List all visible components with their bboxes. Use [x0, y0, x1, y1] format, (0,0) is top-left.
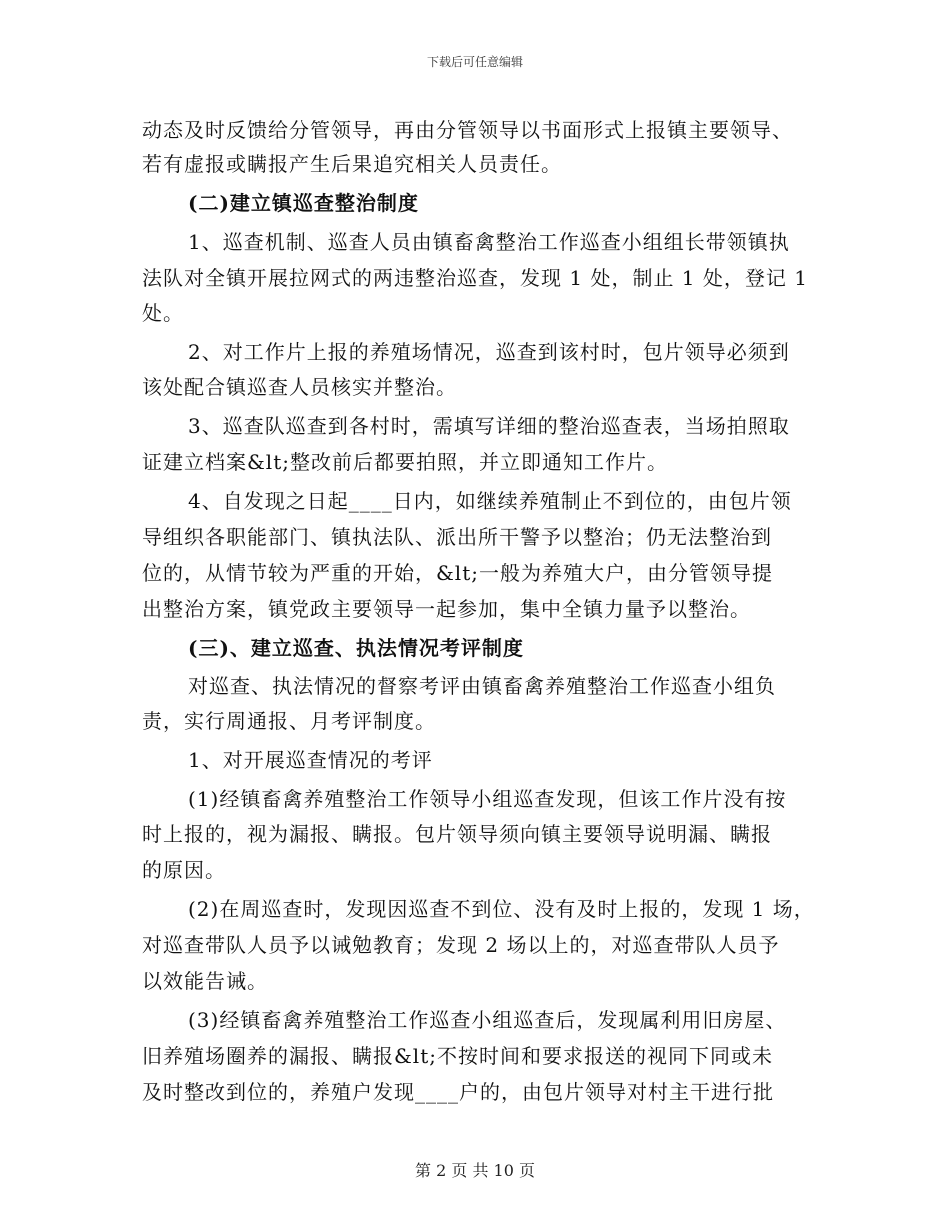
paragraph-line: 法队对全镇开展拉网式的两违整治巡查，发现 1 处，制止 1 处，登记 1: [142, 266, 808, 290]
paragraph-line: 若有虚报或瞒报产生后果追究相关人员责任。: [142, 152, 562, 176]
paragraph-line: 出整治方案，镇党政主要领导一起参加，集中全镇力量予以整治。: [142, 597, 751, 621]
page-footer: 第 2 页 共 10 页: [415, 1161, 535, 1180]
paragraph-line: (3)经镇畜禽养殖整治工作巡查小组巡查后，发现属利用旧房屋、: [188, 1008, 787, 1032]
paragraph-line: 1、巡查机制、巡查人员由镇畜禽整治工作巡查小组组长带领镇执: [188, 230, 790, 254]
paragraph-line: 该处配合镇巡查人员核实并整治。: [142, 375, 457, 399]
header-note: 下载后可任意编辑: [426, 55, 523, 69]
paragraph-line: 及时整改到位的，养殖户发现____户的，由包片领导对村主干进行批: [142, 1080, 774, 1104]
paragraph-line: 处。: [142, 301, 184, 325]
paragraph-line: 3、巡查队巡查到各村时，需填写详细的整治巡查表，当场拍照取: [188, 414, 790, 438]
paragraph-line: 对巡查带队人员予以诫勉教育；发现 2 场以上的，对巡查带队人员予: [142, 933, 780, 957]
section-heading: (二)建立镇巡查整治制度: [188, 191, 419, 215]
paragraph-line: 证建立档案&lt;整改前后都要拍照，并立即通知工作片。: [142, 450, 668, 474]
paragraph-line: (2)在周巡查时，发现因巡查不到位、没有及时上报的，发现 1 场，: [188, 897, 815, 921]
paragraph-line: 2、对工作片上报的养殖场情况，巡查到该村时，包片领导必须到: [188, 340, 790, 364]
paragraph-line: 的原因。: [142, 858, 226, 882]
paragraph-line: 对巡查、执法情况的督察考评由镇畜禽养殖整治工作巡查小组负: [188, 674, 776, 698]
paragraph-line: (1)经镇畜禽养殖整治工作领导小组巡查发现，但该工作片没有按: [188, 787, 787, 811]
paragraph-line: 以效能告诫。: [142, 969, 268, 993]
paragraph-line: 1、对开展巡查情况的考评: [188, 748, 433, 772]
paragraph-line: 4、自发现之日起____日内，如继续养殖制止不到位的，由包片领: [188, 489, 792, 513]
paragraph-line: 责，实行周通报、月考评制度。: [142, 709, 436, 733]
paragraph-line: 导组织各职能部门、镇执法队、派出所干警予以整治；仍无法整治到: [142, 525, 772, 549]
paragraph-line: 旧养殖场圈养的漏报、瞒报&lt;不按时间和要求报送的视同下同或未: [142, 1044, 773, 1068]
paragraph-line: 动态及时反馈给分管领导，再由分管领导以书面形式上报镇主要领导、: [142, 118, 793, 142]
section-heading: (三)、建立巡查、执法情况考评制度: [188, 636, 524, 660]
paragraph-line: 位的，从情节较为严重的开始，&lt;一般为养殖大户，由分管领导提: [142, 561, 773, 585]
paragraph-line: 时上报的，视为漏报、瞒报。包片领导须向镇主要领导说明漏、瞒报: [142, 822, 772, 846]
